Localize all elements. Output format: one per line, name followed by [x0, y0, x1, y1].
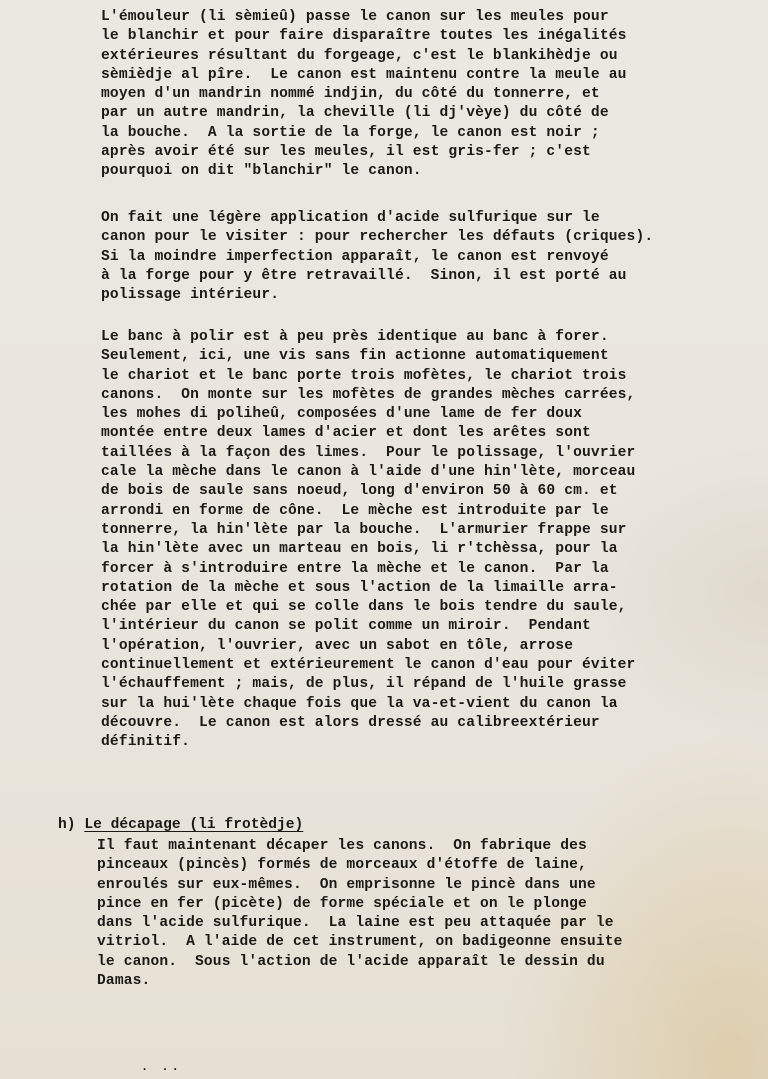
paragraph-banc-a-polir: Le banc à polir est à peu près identique au banc à forer. Seulement, ici, une vis sans fin actionne automatiquement le chariot et le banc porte trois mofètes, le chariot trois canons. On monte sur les mofètes de grandes mèches carrées, les mohes di poliheû, composées d'une lame de fer doux montée entre deux lames d'acier et dont les arêtes sont taillées à la façon des limes. Pour le polissage, l'ouvrier cale la mèche dans le canon à l'aide d'une hin'lète, morceau de bois de saule sans noeud, long d'environ 50 à 60 cm. et arrondi en forme de cône. Le mèche est introduite par le tonnerre, la hin'lète par la bouche. L'armurier frappe sur la hin'lète avec un marteau en bois, li r'tchèssa, pour la forcer à s'introduire entre la mèche et le canon. Par la rotation de la mèche et sous l'action de la limaille arra- chée par elle et qui se colle dans le bois tendre du saule, l'intérieur du canon se polit comme un miroir. Pendant l'opération, l'ouvrier, avec un sabot en tôle, arrose continuellement et extérieurement le canon d'eau pour éviter l'échauffement ; mais, de plus, il répand de l'huile grasse sur la hui'lète chaque fois que la va-et-vient du canon la découvre. Le canon est alors dressé au calibreextérieur définitif.: [101, 329, 636, 751]
section-spacer: [76, 817, 85, 833]
paragraph-emoulage: L'émouleur (li sèmieû) passe le canon sur les meules pour le blanchir et pour faire disparaître toutes les inégalités extérieures résultant du forgeage, c'est le blankihèdje ou sèmièdje al pîre. Le canon est maintenu contre la meule au moyen d'un mandrin nommé indjin, du côté du tonnerre, et par un autre mandrin, la cheville (li dj'vèye) du côté de la bouche. A la sortie de la forge, le canon est noir ; après avoir été sur les meules, il est gris-fer ; c'est pourquoi on dit "blanchir" le canon.: [101, 9, 627, 180]
footer-dots: . ..: [141, 1060, 182, 1074]
paragraph-acide-sulfurique: On fait une légère application d'acide sulfurique sur le canon pour le visiter : pour rechercher les défauts (criques). Si la moindre imperfection apparaît, le canon est renvoyé à la forge pour y être retravaillé. Sinon, il est porté au polissage intérieur.: [101, 210, 654, 304]
section-title: Le décapage (li frotèdje): [84, 817, 304, 834]
paragraph-decapage: Il faut maintenant décaper les canons. On fabrique des pinceaux (pincès) formés de morceaux d'étoffe de laine, enroulés sur eux-mêmes. On emprisonne le pincè dans une pince en fer (picète) de forme spéciale et on le plonge dans l'acide sulfurique. La laine est peu attaquée par le vitriol. A l'aide de cet instrument, on badigeonne ensuite le canon. Sous l'action de l'acide apparaît le dessin du Damas.: [97, 838, 623, 990]
section-marker: h): [58, 817, 76, 834]
